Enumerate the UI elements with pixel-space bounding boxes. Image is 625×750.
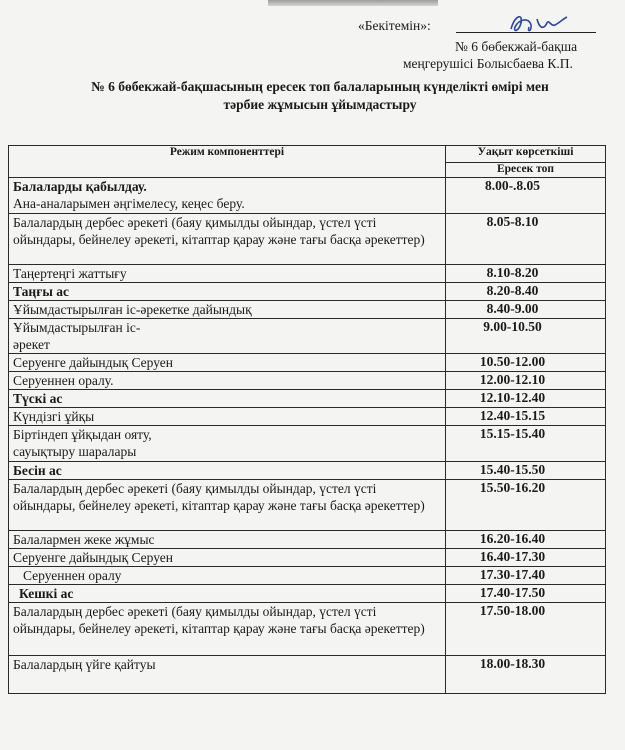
time-cell: 18.00-18.30 (446, 656, 606, 694)
table-row (9, 372, 606, 390)
activity-text-2: сауықтыру шаралары (13, 444, 137, 459)
header-time: Уақыт көрсеткіші (446, 146, 606, 163)
time-cell: 15.50-16.20 (446, 480, 606, 531)
title-line-2: тәрбие жұмысын ұйымдастыру (223, 97, 417, 112)
scan-edge-mark (268, 0, 438, 6)
activity-text: Балалардың дербес әрекеті (баяу қимылды ойындар, үстел үсті ойындары, бейнелеу әрекеті, кітаптар қарау және тағы басқа әрекеттер) (9, 480, 446, 531)
time-cell: 16.20-16.40 (446, 531, 606, 549)
time-cell: 8.20-8.40 (446, 283, 606, 301)
time-cell: 9.00-10.50 (446, 319, 606, 354)
activity-text: Серуенге дайындық Серуен (9, 354, 446, 372)
activity-text: Ұйымдастырылған іс-әрекетке дайындық (9, 301, 446, 319)
activity-text: Кешкі ас (9, 585, 446, 603)
table-row (9, 585, 606, 603)
activity-text: Балалардың дербес әрекеті (баяу қимылды ойындар, үстел үсті ойындары, бейнелеу әрекеті, кітаптар қарау және тағы басқа әрекеттер) (9, 214, 446, 265)
activity-text-2: Ана-аналарымен әңгімелесу, кеңес беру. (13, 196, 245, 211)
time-cell: 17.50-18.00 (446, 603, 606, 656)
approve-label: «Бекітемін»: (358, 18, 431, 33)
approver-position: № 6 бөбекжай-бақша (455, 39, 578, 54)
time-cell: 17.30-17.40 (446, 567, 606, 585)
table-row (9, 408, 606, 426)
table-row (9, 462, 606, 480)
approver-name: меңгерушісі Болысбаева К.П. (403, 56, 573, 71)
time-cell: 15.40-15.50 (446, 462, 606, 480)
table-row (9, 531, 606, 549)
title-line-1: № 6 бөбекжай-бақшасының ересек топ балаларының күнделікті өмірі мен (91, 79, 549, 94)
activity-text: Балалардың үйге қайтуы (9, 656, 446, 694)
activity-text: Түскі ас (9, 390, 446, 408)
activity-text: Таңертеңгі жаттығу (9, 265, 446, 283)
time-cell: 8.00-.8.05 (446, 178, 606, 214)
time-cell: 8.10-8.20 (446, 265, 606, 283)
activity-text: Балаларды қабылдау. (13, 179, 147, 194)
table-row (9, 390, 606, 408)
time-cell: 15.15-15.40 (446, 426, 606, 462)
time-cell: 12.40-15.15 (446, 408, 606, 426)
table-row (9, 549, 606, 567)
activity-text: Серуеннен оралу (9, 567, 446, 585)
activity-text: Ұйымдастырылған іс- (13, 320, 141, 335)
table-row (9, 319, 606, 354)
table-row (9, 480, 606, 531)
table-row (9, 603, 606, 656)
table-row (9, 656, 606, 694)
table-row (9, 178, 606, 214)
document-title (30, 78, 610, 114)
activity-text: Таңғы ас (9, 283, 446, 301)
activity-text-2: әрекет (13, 337, 50, 352)
table-row (9, 214, 606, 265)
table-row (9, 567, 606, 585)
table-row (9, 426, 606, 462)
table-row (9, 283, 606, 301)
time-cell: 12.10-12.40 (446, 390, 606, 408)
activity-text: Балалардың дербес әрекеті (баяу қимылды ойындар, үстел үсті ойындары, бейнелеу әрекеті, кітаптар қарау және тағы басқа әрекеттер) (9, 603, 446, 656)
time-cell: 8.40-9.00 (446, 301, 606, 319)
time-cell: 12.00-12.10 (446, 372, 606, 390)
activity-text: Бесін ас (9, 462, 446, 480)
activity-text: Серуенге дайындық Серуен (9, 549, 446, 567)
time-cell: 10.50-12.00 (446, 354, 606, 372)
header-regime: Режим компоненттері (9, 146, 446, 178)
signature-image (505, 9, 575, 39)
activity-text: Балалармен жеке жұмыс (9, 531, 446, 549)
schedule-table (8, 145, 606, 694)
time-cell: 17.40-17.50 (446, 585, 606, 603)
time-cell: 8.05-8.10 (446, 214, 606, 265)
table-row (9, 354, 606, 372)
time-cell: 16.40-17.30 (446, 549, 606, 567)
activity-text: Серуеннен оралу. (9, 372, 446, 390)
header-group: Ересек топ (446, 163, 606, 178)
activity-text: Күндізгі ұйқы (9, 408, 446, 426)
activity-text: Біртіндеп ұйқыдан ояту, (13, 427, 152, 442)
table-row (9, 265, 606, 283)
table-row (9, 301, 606, 319)
